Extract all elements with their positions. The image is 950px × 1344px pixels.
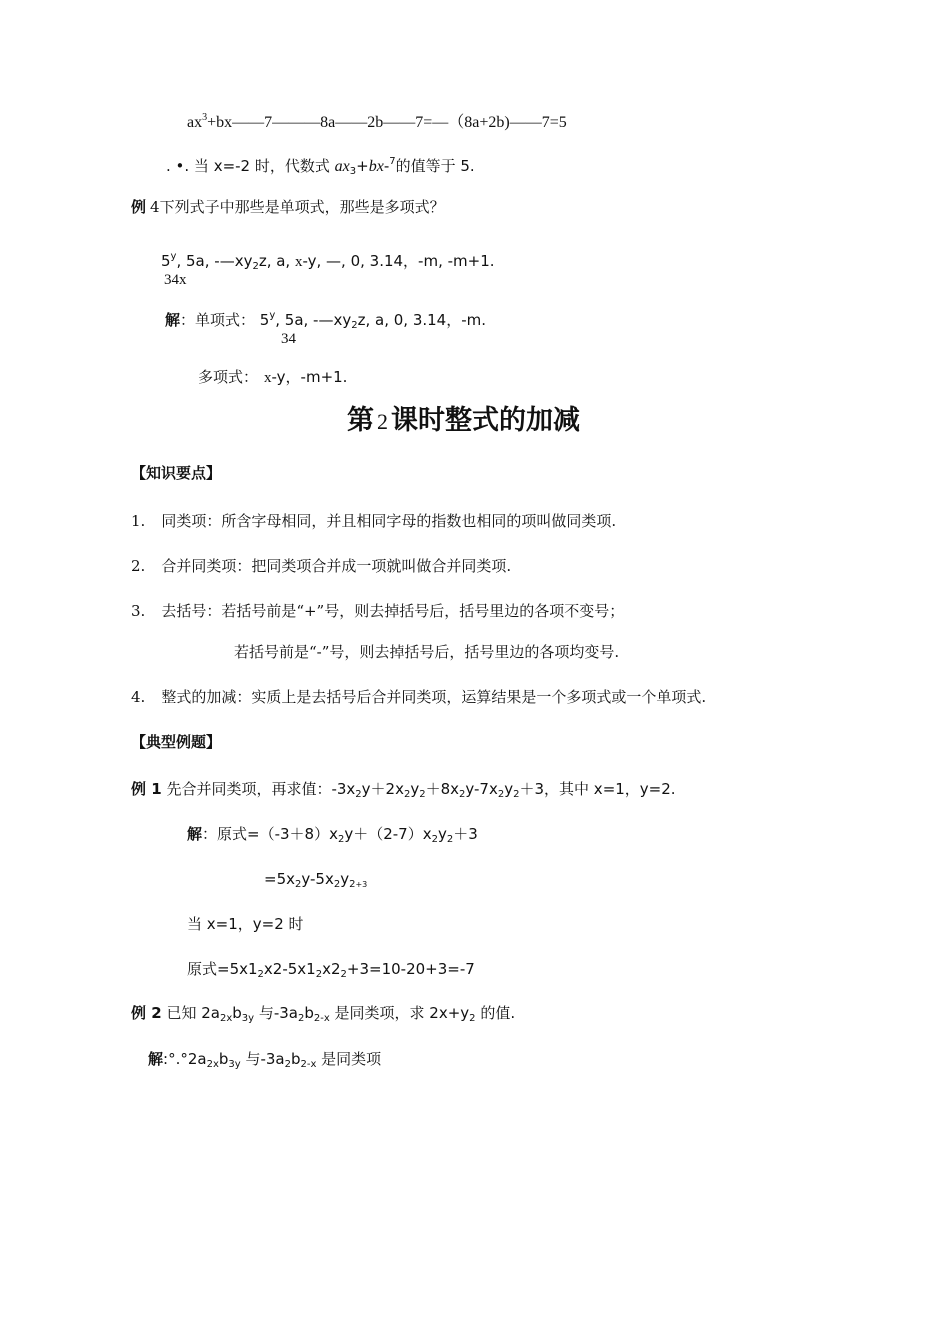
example-2-statement [131,1004,516,1024]
example-1-text-k: y [504,780,514,798]
example-1-text-m: ＋3，其中 x=1，y=2. [519,780,676,798]
key-point-4 [131,690,706,705]
example-1-text-c: y＋2x [361,780,404,798]
title-number: 2 [377,409,388,434]
example-2-label: 例 2 [131,1004,162,1022]
example-1-label: 例 1 [131,780,162,798]
solution-4-sub-f: 2 [340,969,347,980]
solution-2-text-c: y-5x [301,870,334,888]
key-point-text: 合并同类项：把同类项合并成一项就叫做合并同类项. [161,557,512,575]
solution-5-text-d: b [218,1050,229,1068]
eq1-exponent: 3 [202,112,208,123]
key-point-text: 去括号：若括号前是“+”号，则去掉括号后，括号里边的各项不变号； [161,602,625,620]
example-1-solution-step-2 [264,870,368,890]
polynomials-x: x [264,370,272,386]
example-1-sub-l: 2 [513,789,520,800]
example-1-text-g: ＋8x [425,780,460,798]
key-point-number: 2. [131,557,146,575]
solution-monomials-text: ：单项式： 5 [180,311,270,329]
example-4-text: 下列式子中那些是单项式，那些是多项式？ [159,198,445,216]
solution-2-sub-d: 2 [333,879,341,890]
expr-part-e: z, a, [258,252,295,270]
solution-monomials [165,310,487,331]
equation-line-1 [187,112,567,131]
solution-5-sub-e: 3y [228,1059,241,1070]
solution-2-text-a: =5x [264,870,295,888]
solution-sup-y: y [269,310,276,321]
solution-2-sub-b: 2 [295,879,302,890]
example-2-text-i: 是同类项，求 2x+y [329,1004,470,1022]
example-4-number: 4 [150,198,160,216]
example-2-text-e: 与-3a [254,1004,298,1022]
key-point-number: 4. [131,688,146,706]
solution-2-sub-g: +3 [355,880,368,889]
solution-1-label: 解 [187,825,203,843]
conclusion-sub-3: 3 [349,166,357,177]
solution-part-d: , 5a, -—xy [275,311,352,329]
example-1-sub-b: 2 [355,789,362,800]
example-1-sub-j: 2 [497,789,505,800]
expr-x: x [294,254,303,270]
lesson-title [347,407,580,434]
example-1-text-i: y-7x [465,780,498,798]
title-part-c: 课时整式的加减 [391,405,580,436]
solution-5-sub-g: 2 [284,1059,291,1070]
solution-1-sub-c: 2 [337,834,345,845]
solution-4-text-a: 原式=5x1 [187,960,258,978]
solution-4-text-g: +3=10-20+3=-7 [346,960,475,978]
solution-4-sub-b: 2 [257,969,264,980]
solution-5-sub-c: 2x [206,1059,219,1070]
expr-part-c: , 5a, -—xy [176,252,253,270]
conclusion-sup-7: 7 [389,156,396,167]
example-2-text-c: b [232,1004,242,1022]
example-2-sub-f: 2 [297,1013,305,1024]
key-point-1 [131,514,616,529]
example-2-sub-d: 3y [241,1013,255,1024]
example-1-text-e: y [410,780,420,798]
example-2-sub-j: 2 [469,1013,476,1024]
example-1-text-a: 先合并同类项，再求值：-3x [161,780,356,798]
example-1-sub-d: 2 [403,789,411,800]
polynomials-rest: -y，-m+1. [271,368,348,386]
solution-4-text-c: x2-5x1 [263,960,316,978]
solution-5-text-f: 与-3a [240,1050,285,1068]
key-point-number: 3. [131,602,146,620]
solution-sub-2: 2 [351,320,358,331]
solution-1-text-h: ＋3 [453,825,478,843]
section-heading-examples: 【典型例题】 [131,733,222,751]
key-point-3-continued [234,645,619,660]
example-2-text-g: b [304,1004,314,1022]
expression-denominators: 34x [164,272,187,288]
expr-sup-y: y [170,251,177,262]
solution-1-text-f: y [437,825,447,843]
solution-5-text-b: :°.°2a [163,1050,207,1068]
solution-1-text-d: y＋（2-7）x [344,825,432,843]
key-point-text: 若括号前是“-”号，则去掉括号后，括号里边的各项均变号. [234,643,620,661]
solution-2-sub-f: 2 [349,879,356,890]
solution-denominators: 34 [281,331,296,347]
example-1-solution-step-1 [187,825,478,845]
solution-polynomials [198,370,347,386]
solution-5-text-j: 是同类项 [316,1050,382,1068]
eq1-part-c: +bx——7———8a——2b——7=—（8a+2b)——7=5 [207,114,567,131]
solution-4-sub-d: 2 [315,969,323,980]
key-point-text: 整式的加减：实质上是去括号后合并同类项，运算结果是一个多项式或一个单项式. [161,688,707,706]
solution-2-label: 解 [148,1050,164,1068]
solution-5-sub-i: 2-x [300,1059,317,1070]
example-2-solution [148,1050,382,1070]
example-1-sub-h: 2 [459,789,466,800]
eq1-part-a: ax [187,114,203,131]
example-1-solution-step-4 [187,960,475,980]
example-1-solution-step-3: 当 x=1，y=2 时 [187,915,304,933]
example-2-text-k: 的值. [475,1004,516,1022]
expr-part-g: -y, —, 0, 3.14，-m, -m+1. [302,252,495,270]
solution-1-sub-e: 2 [431,834,438,845]
solution-1-text-b: ：原式=（-3＋8）x [202,825,338,843]
example-4-label: 例 [131,198,147,216]
conclusion-text-a: . •. 当 x=-2 时，代数式 [166,157,335,175]
section-heading-key-points: 【知识要点】 [131,464,222,482]
expr-5: 5 [161,252,171,270]
solution-2-text-e: y [340,870,350,888]
conclusion-line [166,156,475,177]
expression-list [161,251,495,272]
conclusion-plus: + [356,157,369,175]
example-2-text-a: 已知 2a [161,1004,220,1022]
solution-label: 解 [165,311,181,329]
example-1-statement [131,780,676,800]
conclusion-minus: - [383,157,390,175]
example-2-sub-b: 2x [219,1013,233,1024]
conclusion-text-h: 的值等于 5. [395,157,475,175]
conclusion-ax: ax [334,158,350,175]
polynomials-label: 多项式： [198,368,259,386]
example-2-sub-h: 2-x [313,1013,330,1024]
example-4-heading [131,200,445,215]
expr-sub-2: 2 [252,261,259,272]
key-point-text: 同类项：所含字母相同，并且相同字母的指数也相同的项叫做同类项. [161,512,617,530]
example-1-sub-f: 2 [419,789,426,800]
solution-5-text-h: b [290,1050,301,1068]
key-point-2 [131,559,511,574]
solution-4-text-e: x2 [322,960,341,978]
key-point-3 [131,604,624,619]
key-point-number: 1. [131,512,146,530]
conclusion-bx: bx [368,158,384,175]
title-part-a: 第 [347,405,374,436]
solution-part-f: z, a, 0, 3.14，-m. [357,311,487,329]
solution-1-sub-g: 2 [446,834,454,845]
